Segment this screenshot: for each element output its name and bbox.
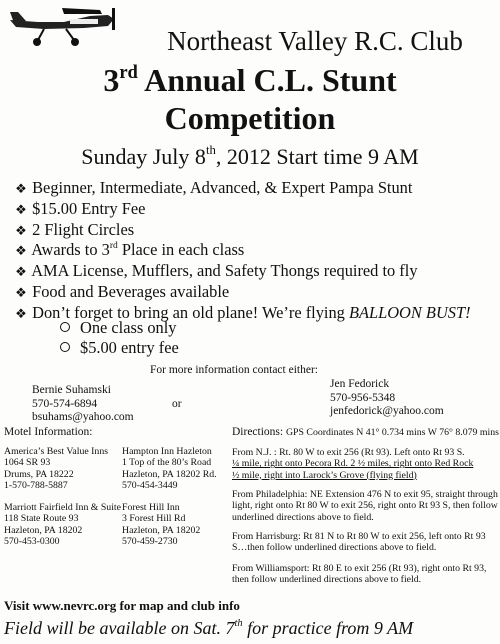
email-link[interactable]: bsuhams@yahoo.com bbox=[32, 411, 134, 423]
contact-or: or bbox=[172, 398, 182, 410]
contact-intro: For more information contact either: bbox=[150, 364, 318, 376]
list-item: ❖ 2 Flight Circles bbox=[15, 219, 135, 239]
circle-bullet-icon bbox=[60, 322, 70, 332]
diamond-bullet-icon: ❖ bbox=[15, 264, 27, 280]
motel-item: Hampton Inn Hazleton 1 Top of the 80’s Road Hazleton, PA 18202 Rd. 570-454-3449 bbox=[122, 446, 217, 491]
diamond-bullet-icon: ❖ bbox=[15, 243, 27, 259]
directions-williamsport: From Williamsport: Rt 80 E to exit 256 (Rt 93), right onto Rt 93, then follow underlined directions above to field. bbox=[232, 563, 487, 586]
airplane-logo-icon bbox=[4, 2, 122, 48]
practice-note: Field will be available on Sat. 7th for practice from 9 AM bbox=[4, 617, 414, 638]
motel-heading: Motel Information: bbox=[4, 426, 93, 438]
directions-philadelphia: From Philadelphia: NE Extension 476 N to exit 95, straight through light, right onto Rt 80 W to exit 256, right onto Rt 93 S, then follow underlined directions above to field. bbox=[232, 489, 498, 523]
list-item: ❖ $15.00 Entry Fee bbox=[15, 198, 146, 218]
list-item: ❖ Awards to 3rd Place in each class bbox=[15, 240, 245, 260]
list-item: ❖ Don’t forget to bring an old plane! We’re flying BALLOON BUST! bbox=[15, 302, 471, 322]
visit-website: Visit www.nevrc.org for map and club info bbox=[4, 598, 240, 613]
event-title-line2: Competition bbox=[164, 100, 336, 136]
directions-heading: Directions: GPS Coordinates N 41° 0.734 mins W 76° 8.079 mins bbox=[232, 426, 499, 438]
email-link[interactable]: jenfedorick@yahoo.com bbox=[330, 405, 444, 417]
club-name: Northeast Valley R.C. Club bbox=[167, 26, 463, 56]
directions-harrisburg: From Harrisburg: Rt 81 N to Rt 80 W to exit 256, left onto Rt 93 S…then follow underlined directions above to field. bbox=[232, 531, 486, 554]
event-date: Sunday July 8th, 2012 Start time 9 AM bbox=[81, 143, 419, 169]
diamond-bullet-icon: ❖ bbox=[15, 201, 27, 217]
list-item: ❖ AMA License, Mufflers, and Safety Thongs required to fly bbox=[15, 261, 418, 281]
event-title: 3rd Annual C.L. Stunt bbox=[103, 61, 397, 98]
motel-item: Marriott Fairfield Inn & Suite 118 State Route 93 Hazleton, PA 18202 570-453-0300 bbox=[4, 502, 121, 547]
diamond-bullet-icon: ❖ bbox=[15, 181, 27, 196]
list-item: $5.00 entry fee bbox=[60, 338, 179, 358]
directions-nj: From N.J. : Rt. 80 W to exit 256 (Rt 93). Left onto Rt 93 S. ¼ mile, right onto Pecora Rd. 2 ½ miles, right onto Red Rock ½ mile, right into Larock’s Grove (flying field) bbox=[232, 447, 474, 481]
diamond-bullet-icon: ❖ bbox=[15, 222, 27, 238]
contact-right: Jen Fedorick 570-956-5348 jenfedorick@yahoo.com bbox=[330, 378, 444, 417]
contact-left: Bernie Suhamski 570-574-6894 bsuhams@yahoo.com bbox=[32, 384, 134, 423]
list-item: ❖ Food and Beverages available bbox=[15, 281, 230, 301]
diamond-bullet-icon: ❖ bbox=[15, 284, 27, 300]
motel-item: America’s Best Value Inns 1064 SR 93 Drums, PA 18222 1-570-788-5887 bbox=[4, 446, 109, 491]
motel-item: Forest Hill Inn 3 Forest Hill Rd Hazleton, PA 18202 570-459-2730 bbox=[122, 502, 201, 547]
list-item: One class only bbox=[60, 318, 179, 338]
circle-bullet-icon bbox=[60, 342, 70, 352]
feature-list bbox=[14, 178, 471, 324]
diamond-bullet-icon: ❖ bbox=[15, 305, 27, 321]
list-item: ❖ Beginner, Intermediate, Advanced, & Expert Pampa Stunt bbox=[15, 178, 413, 197]
balloon-bust-details bbox=[60, 318, 179, 358]
